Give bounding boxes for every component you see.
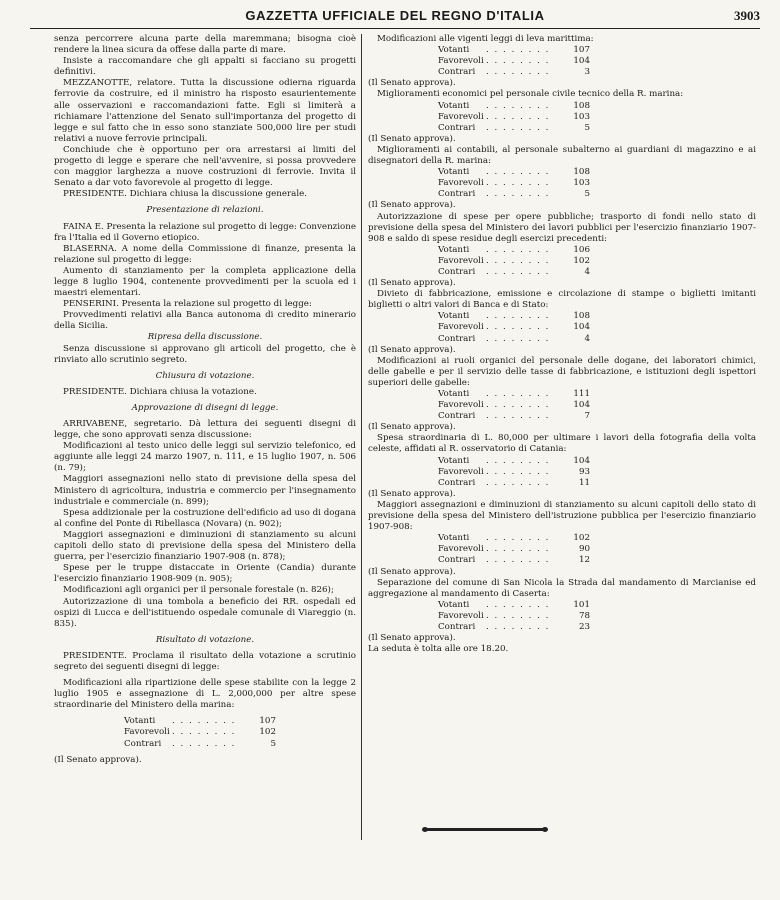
newspaper-title: GAZZETTA UFFICIALE DEL REGNO D'ITALIA [245, 8, 545, 23]
approval-note: (Il Senato approva). [368, 200, 456, 211]
vote-count: 78 [578, 610, 590, 621]
leader-dots: . . . . . . . . [486, 599, 550, 610]
vote-label: Votanti [438, 167, 470, 178]
leader-dots: . . . . . . . . [486, 400, 550, 411]
leader-dots: . . . . . . . . [486, 389, 550, 399]
vote-count: 4 [584, 266, 590, 277]
vote-result [438, 389, 756, 422]
vote-label: Favorevoli [438, 322, 484, 333]
vote-label: Votanti [124, 716, 156, 727]
leader-dots: . . . . . . . . [172, 716, 236, 727]
vote-count: 7 [584, 411, 590, 422]
vote-label: Favorevoli [124, 727, 170, 738]
leader-dots: . . . . . . . . [486, 178, 550, 189]
vote-count: 5 [584, 122, 590, 133]
leader-dots: . . . . . . . . [486, 244, 550, 255]
leader-dots: . . . . . . . . [486, 544, 550, 555]
vote-count: 101 [573, 599, 590, 610]
paragraph: Spesa addizionale per la costruzione dell'edificio ad uso di dogana al confine del Ponte di Ribellasca (Novara) (n. 902); [54, 507, 356, 529]
leader-dots: . . . . . . . . [486, 466, 550, 477]
vote-count: 103 [573, 178, 590, 189]
leader-dots: . . . . . . . . [486, 322, 550, 333]
bill-title: Miglioramenti economici pel personale civile tecnico della R. marina: [377, 89, 684, 100]
bill-title: Modificazioni alle vigenti leggi di leva marittima: [377, 34, 594, 44]
paragraph: PENSERINI. Presenta la relazione sul progetto di legge: [63, 299, 312, 310]
vote-count: 104 [573, 56, 590, 67]
section-heading: Chiusura di votazione. [155, 370, 255, 381]
approval-note: (Il Senato approva). [368, 133, 456, 144]
leader-dots: . . . . . . . . [486, 111, 550, 122]
vote-label: Favorevoli [438, 466, 484, 477]
vote-count: 102 [573, 533, 590, 544]
vote-row [438, 400, 590, 411]
vote-row [438, 101, 590, 112]
vote-row [438, 178, 590, 189]
paragraph: senza percorrere alcuna parte della maremmana; bisogna cioè rendere la linea sicura da offese dalla parte di mare. [54, 34, 356, 56]
paragraph: Autorizzazione di una tombola a beneficio dei RR. ospedali ed ospizi di Lucca e dell'istituendo ospedale comunale di Viareggio (n. 835). [54, 596, 356, 629]
vote-row [124, 727, 276, 738]
vote-label: Contrari [438, 333, 476, 344]
approval-note: (Il Senato approva). [54, 754, 142, 765]
vote-label: Favorevoli [438, 178, 484, 189]
vote-label: Favorevoli [438, 610, 484, 621]
vote-row [438, 411, 590, 422]
vote-label: Contrari [438, 411, 476, 422]
leader-dots: . . . . . . . . [486, 555, 550, 566]
leader-dots: . . . . . . . . [486, 621, 550, 632]
vote-result [438, 600, 756, 633]
vote-label: Favorevoli [438, 400, 484, 411]
vote-row [438, 256, 590, 267]
vote-label: Contrari [438, 122, 476, 133]
vote-count: 107 [259, 716, 276, 727]
vote-row [438, 555, 590, 566]
vote-result [438, 456, 756, 489]
vote-result [438, 245, 756, 278]
vote-row [438, 45, 590, 56]
vote-row [438, 622, 590, 633]
leader-dots: . . . . . . . . [486, 167, 550, 178]
leader-dots: . . . . . . . . [172, 727, 236, 738]
approval-note: (Il Senato approva). [368, 278, 456, 289]
vote-count: 12 [578, 555, 590, 566]
vote-row [124, 739, 276, 750]
leader-dots: . . . . . . . . [486, 333, 550, 344]
approval-note: (Il Senato approva). [368, 566, 456, 577]
vote-row [438, 112, 590, 123]
paragraph: FAINA E. Presenta la relazione sul progetto di legge: Convenzione fra l'Italia ed il Governo etiopico. [54, 221, 356, 243]
leader-dots: . . . . . . . . [486, 67, 550, 78]
leader-dots: . . . . . . . . [486, 122, 550, 133]
bill-title: Modificazioni ai ruoli organici del personale delle dogane, dei laboratori chimici, delle gabelle e per il servizio delle tasse di fabbricazione, e istituzioni degli ispettori superiori delle gabelle: [368, 355, 756, 388]
session-closing: La seduta è tolta alle ore 18.20. [368, 644, 509, 655]
paragraph: Maggiori assegnazioni e diminuzioni di stanziamento su alcuni capitoli dello stato di previsione della spesa del Ministero della guerra, per l'esercizio finanziario 1907-908 (n. 878); [54, 529, 356, 563]
bill-title: Spesa straordinaria di L. 80,000 per ultimare i lavori della fotografia della volta celeste, affidati al R. osservatorio di Catania: [368, 433, 756, 455]
vote-count: 102 [573, 255, 590, 266]
approval-note: (Il Senato approva). [368, 422, 456, 433]
vote-row [438, 67, 590, 78]
approval-note: (Il Senato approva). [368, 488, 456, 499]
paragraph: Modificazioni agli organici per il personale forestale (n. 826); [63, 585, 334, 596]
approval-note: (Il Senato approva). [368, 344, 456, 355]
vote-row [438, 611, 590, 622]
vote-label: Favorevoli [438, 544, 484, 555]
paragraph: Provvedimenti relativi alla Banca autonoma di credito minerario della Sicilia. [54, 310, 356, 332]
vote-row [438, 389, 590, 400]
vote-row [438, 189, 590, 200]
paragraph: Senza discussione si approvano gli articoli del progetto, che è rinviato allo scrutinio segreto. [54, 343, 356, 365]
vote-count: 108 [573, 167, 590, 178]
vote-label: Contrari [438, 266, 476, 277]
vote-label: Favorevoli [438, 255, 484, 266]
vote-count: 103 [573, 111, 590, 122]
paragraph: Aumento di stanziamento per la completa applicazione della legge 8 luglio 1904, contenente provvedimenti per la scuola ed i maestri elementari. [54, 265, 356, 299]
vote-row [438, 600, 590, 611]
section-heading: Presentazione di relazioni. [146, 205, 264, 216]
paragraph: Insiste a raccomandare che gli appalti si facciano su progetti definitivi. [54, 56, 356, 78]
bill-title: Autorizzazione di spese per opere pubbliche; trasporto di fondi nello stato di previsione della spesa del Ministero dei lavori pubblici per l'esercizio finanziario 1907-908 e saldo di spese residue degli esercizi precedenti: [368, 211, 756, 244]
vote-count: 108 [573, 311, 590, 322]
vote-count: 90 [578, 544, 590, 555]
vote-label: Votanti [438, 45, 470, 56]
vote-row [438, 478, 590, 489]
vote-row [438, 167, 590, 178]
leader-dots: . . . . . . . . [486, 189, 550, 200]
vote-count: 104 [573, 455, 590, 466]
vote-label: Contrari [438, 555, 476, 566]
vote-label: Contrari [438, 477, 476, 488]
leader-dots: . . . . . . . . [486, 411, 550, 422]
vote-result [438, 167, 756, 200]
vote-row [438, 544, 590, 555]
vote-label: Contrari [124, 738, 162, 749]
vote-label: Votanti [438, 455, 470, 466]
vote-count: 5 [270, 738, 276, 749]
leader-dots: . . . . . . . . [486, 45, 550, 56]
vote-count: 106 [573, 244, 590, 255]
bill-title: Maggiori assegnazioni e diminuzioni di stanziamento su alcuni capitoli dello stato di previsione della spesa del Ministero dell'istruzione pubblica per l'esercizio finanziario 1907-908: [368, 499, 756, 533]
approval-note: (Il Senato approva). [368, 633, 456, 644]
vote-result [438, 533, 756, 566]
paragraph: Spese per le truppe distaccate in Oriente (Candia) durante l'esercizio finanziario 1908-909 (n. 905); [54, 563, 356, 585]
section-heading: Ripresa della discussione. [147, 332, 263, 343]
leader-dots: . . . . . . . . [486, 100, 550, 111]
leader-dots: . . . . . . . . [486, 56, 550, 67]
vote-count: 104 [573, 400, 590, 411]
leader-dots: . . . . . . . . [486, 311, 550, 322]
approval-note: (Il Senato approva). [368, 78, 456, 89]
bill-title: Miglioramenti ai contabili, al personale subalterno ai guardiani di magazzino e ai disegnatori della R. marina: [368, 144, 756, 167]
leader-dots: . . . . . . . . [486, 266, 550, 277]
vote-result [438, 101, 756, 134]
page-number: 3903 [734, 8, 760, 23]
vote-result [124, 716, 356, 749]
vote-count: 3 [584, 67, 590, 78]
vote-row [438, 467, 590, 478]
vote-label: Favorevoli [438, 111, 484, 122]
vote-label: Votanti [438, 599, 470, 610]
vote-label: Contrari [438, 67, 476, 78]
vote-label: Favorevoli [438, 56, 484, 67]
section-heading: Approvazione di disegni di legge. [131, 402, 279, 413]
bill-title: Separazione del comune di San Nicola la Strada dal mandamento di Marcianise ed aggregazione al mandamento di Caserta: [368, 577, 756, 599]
vote-row [438, 322, 590, 333]
vote-label: Votanti [438, 533, 470, 544]
vote-count: 11 [578, 477, 590, 488]
vote-count: 4 [584, 333, 590, 344]
paragraph: Maggiori assegnazioni nello stato di previsione della spesa del Ministero di agricoltura, industria e commercio per l'insegnamento industriale e commerciale (n. 899); [54, 474, 356, 507]
vote-row [438, 245, 590, 256]
vote-label: Contrari [438, 189, 476, 200]
vote-label: Votanti [438, 311, 470, 322]
vote-row [438, 123, 590, 134]
vote-row [438, 456, 590, 467]
vote-row [438, 533, 590, 544]
vote-count: 93 [578, 466, 590, 477]
vote-result [438, 45, 756, 78]
vote-row [124, 716, 276, 727]
paragraph: ARRIVABENE, segretario. Dà lettura dei seguenti disegni di legge, che sono approvati senza discussione: [54, 419, 356, 441]
vote-count: 104 [573, 322, 590, 333]
bill-title: Divieto di fabbricazione, emissione e circolazione di stampe o biglietti imitanti biglietti o altri valori di Banca e di Stato: [368, 289, 756, 311]
vote-result [438, 311, 756, 344]
leader-dots: . . . . . . . . [486, 533, 550, 544]
vote-count: 108 [573, 100, 590, 111]
left-column [54, 34, 356, 766]
vote-row [438, 56, 590, 67]
vote-count: 23 [578, 621, 590, 632]
leader-dots: . . . . . . . . [486, 455, 550, 466]
paragraph: MEZZANOTTE, relatore. Tutta la discussione odierna riguarda ferrovie da costruire, ed il ministro ha risposto esaurientemente alle osservazioni e raccomandazioni fatte. Egli si limiterà a richiamare l'attenzione del Senato sull'importanza del progetto di legge e sul fatto che in esso sono stanziate 500,000 lire per studi relativi a nuove ferrovie principali. [54, 78, 356, 144]
paragraph: PRESIDENTE. Proclama il risultato della votazione a scrutinio segreto dei seguenti disegni di legge: [54, 650, 356, 672]
paragraph: BLASERNA. A nome della Commissione di finanze, presenta la relazione sul progetto di legge: [54, 243, 356, 265]
vote-count: 111 [573, 389, 590, 399]
vote-row [438, 267, 590, 278]
page-header [30, 6, 760, 29]
right-column [368, 34, 756, 655]
closing-ornament-rule [425, 828, 545, 831]
leader-dots: . . . . . . . . [486, 255, 550, 266]
paragraph: PRESIDENTE. Dichiara chiusa la discussione generale. [63, 189, 308, 200]
section-heading: Risultato di votazione. [155, 634, 255, 645]
leader-dots: . . . . . . . . [172, 738, 236, 749]
vote-label: Votanti [438, 389, 470, 399]
leader-dots: . . . . . . . . [486, 477, 550, 488]
vote-count: 107 [573, 45, 590, 56]
column-divider [361, 34, 362, 840]
vote-label: Votanti [438, 244, 470, 255]
vote-count: 5 [584, 189, 590, 200]
paragraph: Modificazioni alla ripartizione delle spese stabilite con la legge 2 luglio 1905 e assegnazione di L. 2,000,000 per altre spese straordinarie del Ministero della marina: [54, 678, 356, 711]
vote-label: Votanti [438, 100, 470, 111]
vote-row [438, 311, 590, 322]
paragraph: Modificazioni al testo unico delle leggi sul servizio telefonico, ed aggiunte alle leggi 24 marzo 1907, n. 111, e 15 luglio 1907, n. 506 (n. 79); [54, 441, 356, 474]
paragraph: PRESIDENTE. Dichiara chiusa la votazione. [63, 386, 257, 397]
leader-dots: . . . . . . . . [486, 610, 550, 621]
vote-row [438, 334, 590, 345]
vote-count: 102 [259, 727, 276, 738]
paragraph: Conchiude che è opportuno per ora arrestarsi ai limiti del progetto di legge e sperare che nell'avvenire, si possa provvedere con maggior larghezza a nuove costruzioni di ferrovie. Invita il Senato a dar voto favorevole al progetto di legge. [54, 144, 356, 189]
vote-label: Contrari [438, 621, 476, 632]
